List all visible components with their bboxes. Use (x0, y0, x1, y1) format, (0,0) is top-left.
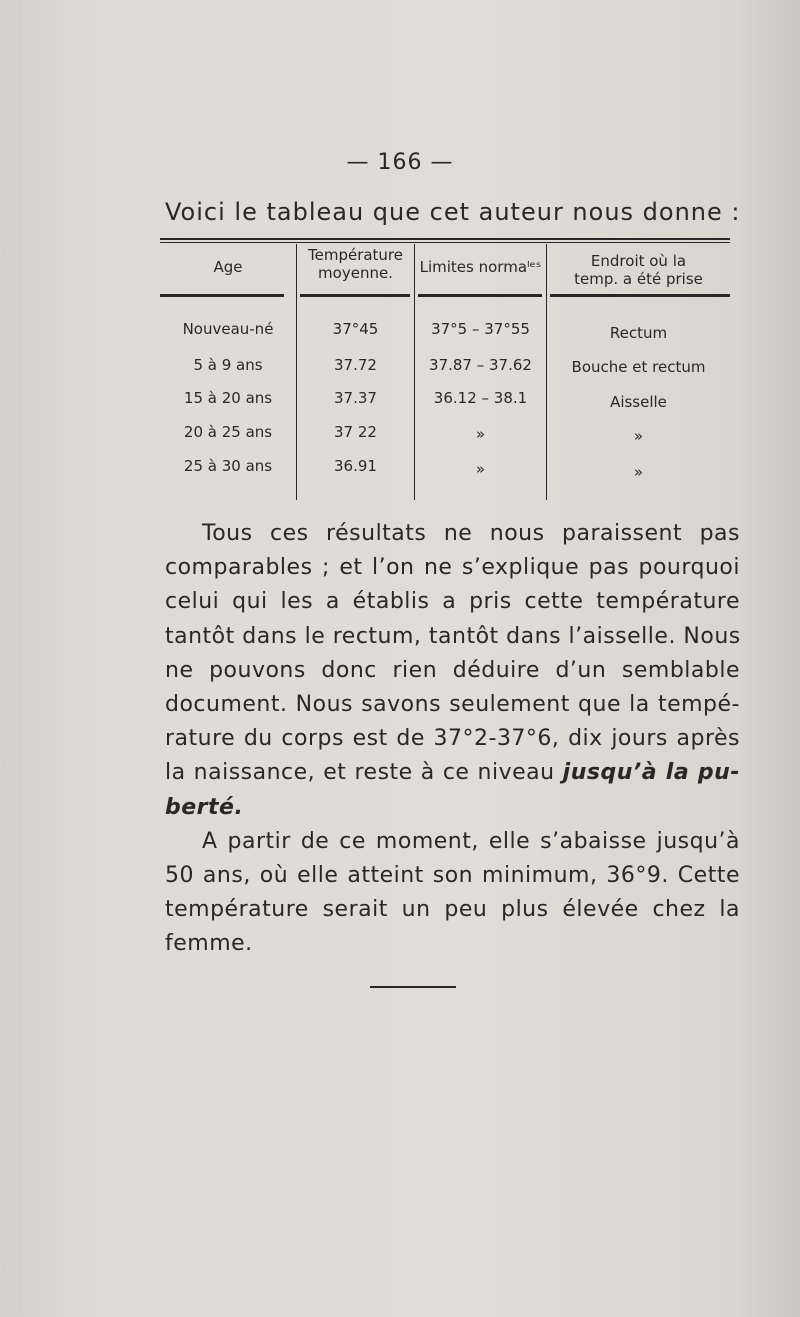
cell-age: 20 à 25 ans (183, 423, 273, 441)
cell-place: Aisselle (610, 393, 667, 411)
text-line: tantôt dans le rectum, tantôt dans l’aisselle. Nous (165, 623, 741, 649)
cell-age: 25 à 30 ans (183, 457, 273, 475)
text-line: température serait un peu plus élevée chez la (165, 897, 740, 923)
text-line: ne pouvons donc rien déduire d’un semblable (165, 657, 740, 683)
table-top-rule-thin (160, 242, 730, 243)
header-rule (160, 294, 284, 297)
text-line: Tous ces résultats ne nous paraissent pas (202, 521, 740, 546)
text-line: A partir de ce moment, elle s’abaisse jusqu’à (202, 828, 740, 854)
cell-place: Rectum (609, 324, 668, 342)
cell-limits: 37°5 – 37°55 (431, 320, 530, 338)
table-top-rule (160, 238, 730, 240)
italic-segment: jusqu’à la pu- (562, 760, 740, 786)
header-place-line2: temp. a été prise (574, 270, 703, 288)
text-line: femme. (165, 931, 253, 957)
text-line: berté. (165, 794, 244, 820)
text-line: comparables ; et l’on ne s’explique pas pourquoi (165, 555, 740, 581)
cell-limits: 37.87 – 37.62 (429, 356, 532, 374)
header-place (547, 252, 730, 288)
header-age (160, 258, 296, 276)
cell-limits: » (475, 425, 486, 443)
cell-limits: » (475, 460, 486, 478)
header-temperature (297, 246, 414, 282)
cell-age: Nouveau-né (182, 320, 274, 338)
text-line (165, 756, 740, 790)
cell-temp: 37 22 (334, 423, 377, 441)
temperature-table (160, 238, 730, 500)
text-segment: la naissance, et reste à ce niveau (165, 760, 563, 786)
intro-sentence: Voici le tableau que cet auteur nous donne : (165, 198, 741, 226)
header-temperature-line2: moyenne. (318, 264, 393, 282)
header-temperature-line1: Température (307, 246, 404, 264)
cell-temp: 36.91 (334, 457, 377, 475)
header-limits (415, 258, 546, 276)
page-number: — 166 — (346, 150, 454, 175)
cell-temp: 37.72 (334, 356, 377, 374)
cell-limits: 36.12 – 38.1 (433, 389, 528, 407)
header-rule (300, 294, 410, 297)
header-age-label: Age (213, 258, 243, 276)
text-line: celui qui les a établis a pris cette température (165, 589, 740, 615)
text-line: rature du corps est de 37°2-37°6, dix jours après (165, 726, 740, 752)
header-rule (550, 294, 730, 297)
header-place-line1: Endroit où la (590, 252, 687, 270)
cell-place: » (633, 463, 644, 481)
text-line: 50 ans, où elle atteint son minimum, 36°9. Cette (165, 863, 740, 889)
cell-place: Bouche et rectum (571, 358, 706, 376)
cell-temp: 37.37 (334, 389, 377, 407)
text-line: document. Nous savons seulement que la tempé- (165, 692, 740, 718)
header-limits-label: Limites normaˡᵉˢ (419, 258, 542, 276)
body-text (165, 517, 740, 962)
header-rule (418, 294, 542, 297)
cell-place: » (633, 427, 644, 445)
cell-age: 15 à 20 ans (183, 389, 273, 407)
cell-age: 5 à 9 ans (193, 356, 263, 374)
cell-temp: 37°45 (332, 320, 379, 338)
end-rule (370, 986, 456, 988)
